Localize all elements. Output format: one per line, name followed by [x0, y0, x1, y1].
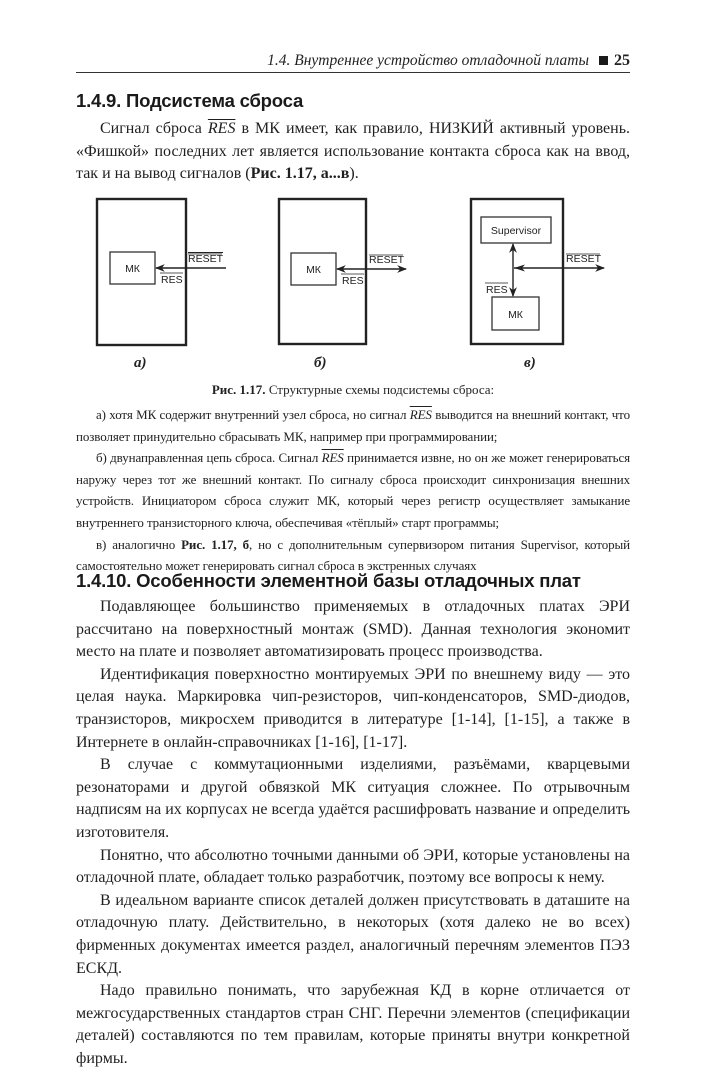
reset-label: RESET [566, 253, 602, 265]
text-run: в) аналогично [96, 536, 182, 552]
res-signal-name: $\overline{RES}$ [409, 407, 432, 422]
paragraph: В случае с коммутационными изделиями, разъёмами, кварцевыми резонаторами и другой обвязкой МК ситуация сложнее. По отрывочным надписям на их корпусах не всегда удаётся расшифровать название и определить изготовителя. [76, 756, 630, 841]
page-number: 25 [614, 52, 630, 69]
figure-reference: Рис. 1.17, а...в [250, 165, 350, 183]
mk-label: МК [508, 309, 523, 321]
diagram-c-label: в) [524, 355, 536, 371]
res-signal-name: $\overline{RES}$ [207, 120, 236, 137]
reset-label: RESET [188, 253, 224, 265]
text-run: в МК имеет, как правило, НИЗКИЙ активный уровень. «Фишкой» последних лет является использование контакта сброса как на ввод, так и на вывод сигналов ( [76, 120, 630, 183]
figure-reference: Рис. 1.17, б [181, 536, 249, 552]
running-header-title: 1.4. Внутреннее устройство отладочной платы [267, 52, 589, 69]
paragraph: Подавляющее большинство применяемых в отладочных платах ЭРИ рассчитано на поверхностный монтаж (SMD). Данная технология экономит место на плате и позволяет автоматизировать процесс производства. [76, 598, 630, 661]
text-run: принимается извне, но он же может генерироваться наружу через тот же внешний контакт. По сигналу сброса происходит синхронизация внешних устройств. Инициатором сброса служит МК, который через регистр осуществляет замыкание внутреннего транзисторного ключа, обеспечивая «тёплый» старт программы; [76, 450, 630, 530]
mk-label: МК [306, 264, 321, 276]
diagram-a [97, 199, 226, 345]
section-heading-reset-subsystem: 1.4.9. Подсистема сброса [76, 90, 304, 111]
paragraph: В идеальном варианте список деталей должен присутствовать в даташите на отладочную плату. Действительно, в некоторых (хотя далеко не во всех) фирменных документах имеется раздел, аналогичный перечням элементов ПЭЗ ЕСКД. [76, 891, 630, 977]
figure-diagrams [0, 0, 702, 380]
mk-label: МК [125, 263, 140, 275]
text-run: Сигнал сброса [100, 120, 208, 137]
res-label: RES [342, 275, 364, 287]
supervisor-label: Supervisor [490, 225, 542, 237]
text-run: б) двунаправленная цепь сброса. Сигнал [96, 450, 322, 466]
res-signal-name: $\overline{RES}$ [321, 450, 344, 466]
note-b [76, 447, 630, 533]
note-a [76, 404, 630, 447]
diagram-b-label: б) [314, 355, 327, 371]
figure-notes [76, 404, 630, 577]
text-run: выводится на внешний контакт, что позволяет принудительно сбрасывать МК, например при программировании; [76, 407, 630, 444]
paragraph: Надо правильно понимать, что зарубежная КД в корне отличается от межгосударственных стандартов стран СНГ. Перечни элементов (спецификации деталей) составляются по тем правилам, которые приняты внутри конкретной фирмы. [76, 982, 630, 1067]
paragraph: Понятно, что абсолютно точными данными об ЭРИ, которые установлены на отладочной плате, обладает только разработчик, поэтому все вопросы к нему. [76, 846, 630, 887]
caption-figure-number: Рис. 1.17. [211, 382, 266, 397]
figure-1-17 [0, 0, 702, 380]
text-run: а) хотя МК содержит внутренний узел сброса, но сигнал [96, 407, 410, 422]
paragraph: Идентификация поверхностно монтируемых ЭРИ по внешнему виду — это целая наука. Маркировка чип-резисторов, чип-конденсаторов, SMD-диодов, транзисторов, микросхем приводится в литературе [1-14], [1-15], а также в Интернете в онлайн-справочниках [1-16], [1-17]. [76, 665, 630, 751]
reset-label: RESET [369, 254, 405, 266]
res-label: RES [161, 274, 183, 286]
text-run: ). [349, 165, 359, 183]
diagram-c [471, 199, 604, 344]
res-label: RES [486, 284, 508, 296]
diagram-b [279, 199, 406, 344]
figure-caption [76, 382, 630, 398]
diagram-a-label: а) [134, 355, 147, 371]
component-base-text [76, 596, 630, 1070]
text-run: , но с дополнительным супервизором питания Supervisor, который самостоятельно может генерировать сигнал сброса в экстренных случаях [76, 536, 630, 574]
caption-text: Структурные схемы подсистемы сброса: [265, 382, 495, 397]
section-heading-component-base: 1.4.10. Особенности элементной базы отладочных плат [76, 570, 581, 591]
